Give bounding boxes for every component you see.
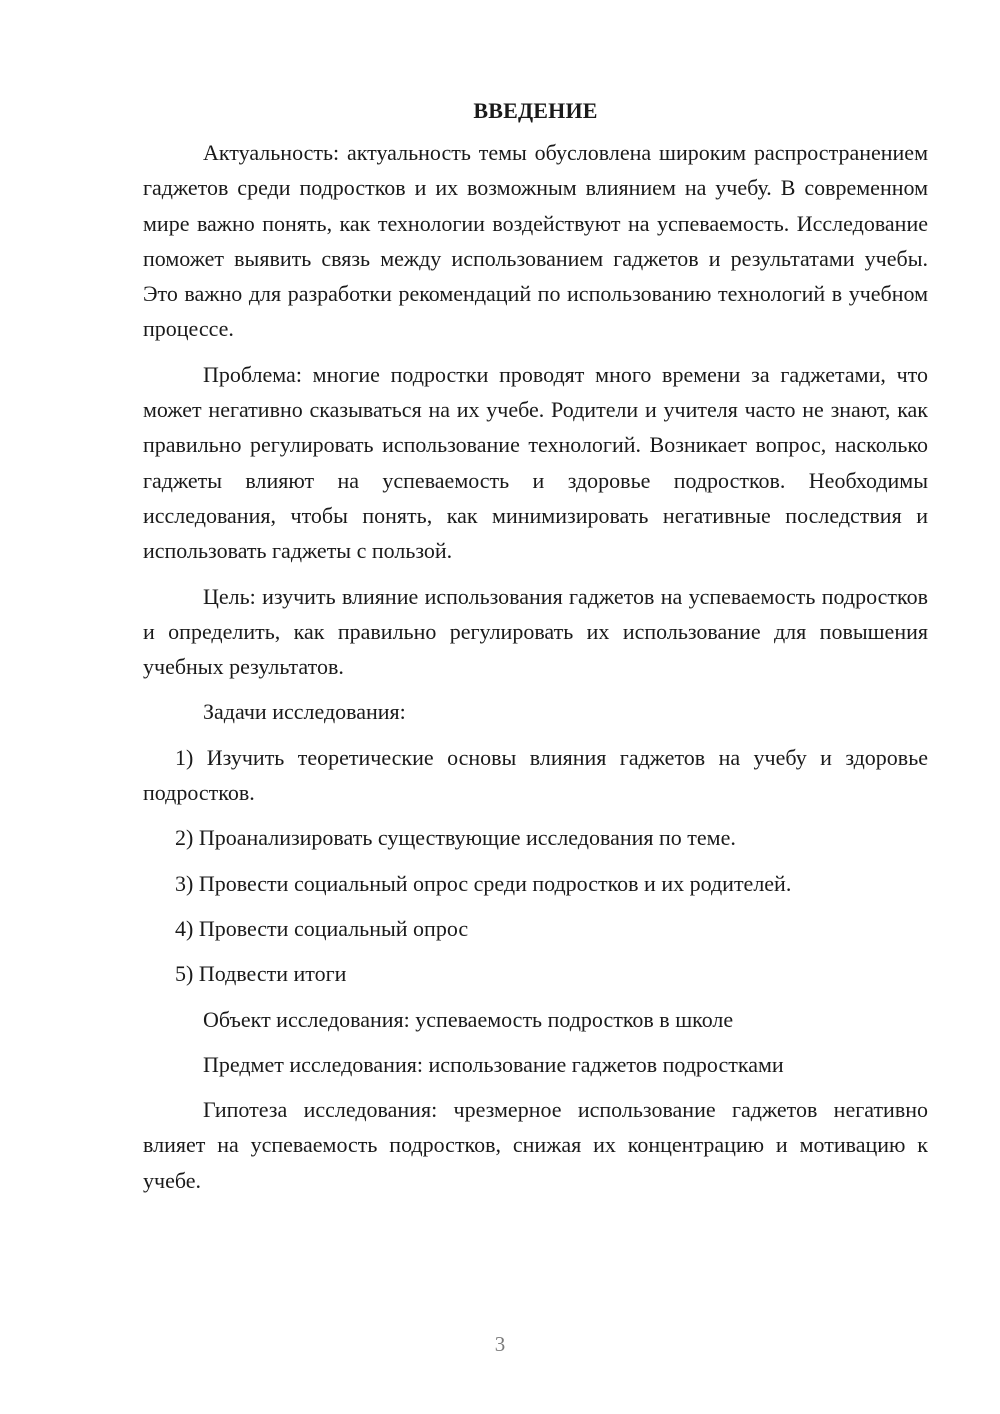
hypothesis-paragraph: Гипотеза исследования: чрезмерное использование гаджетов негативно влияет на успеваемость подростков, снижая их концентрацию и мотивацию к учебе.	[143, 1097, 928, 1193]
section-title: ВВЕДЕНИЕ	[473, 98, 598, 123]
tasks-heading: Задачи исследования:	[203, 699, 406, 725]
relevance-paragraph: Актуальность: актуальность темы обусловлена широким распространением гаджетов среди подростков и их возможным влиянием на учебу. В современном мире важно понять, как технологии воздействуют на успеваемость. Исследование поможет выявить связь между использованием гаджетов и результатами учебы. Это важно для разработки рекомендаций по использованию технологий в учебном процессе.	[143, 140, 928, 342]
task-item: 2) Проанализировать существующие исследования по теме.	[175, 825, 736, 851]
task-item: 5) Подвести итоги	[175, 961, 347, 987]
task-item: 4) Провести социальный опрос	[175, 915, 469, 941]
task-item: 1) Изучить теоретические основы влияния гаджетов на учебу и здоровье подростков.	[143, 744, 928, 806]
page-number: 3	[494, 1332, 506, 1356]
task-item: 3) Провести социальный опрос среди подростков и их родителей.	[175, 870, 792, 896]
object-paragraph: Объект исследования: успеваемость подростков в школе	[203, 1006, 734, 1032]
problem-paragraph: Проблема: многие подростки проводят много времени за гаджетами, что может негативно сказываться на их учебе. Родители и учителя часто не знают, как правильно регулировать использование технологий. Возникает вопрос, насколько гаджеты влияют на успеваемость и здоровье подростков. Необходимы исследования, чтобы понять, как минимизировать негативные последствия и использовать гаджеты с пользой.	[143, 361, 928, 564]
goal-paragraph: Цель: изучить влияние использования гаджетов на успеваемость подростков и определить, как правильно регулировать их использование для повышения учебных результатов.	[143, 583, 928, 680]
subject-paragraph: Предмет исследования: использование гаджетов подростками	[203, 1051, 784, 1077]
document-body	[143, 93, 928, 1208]
